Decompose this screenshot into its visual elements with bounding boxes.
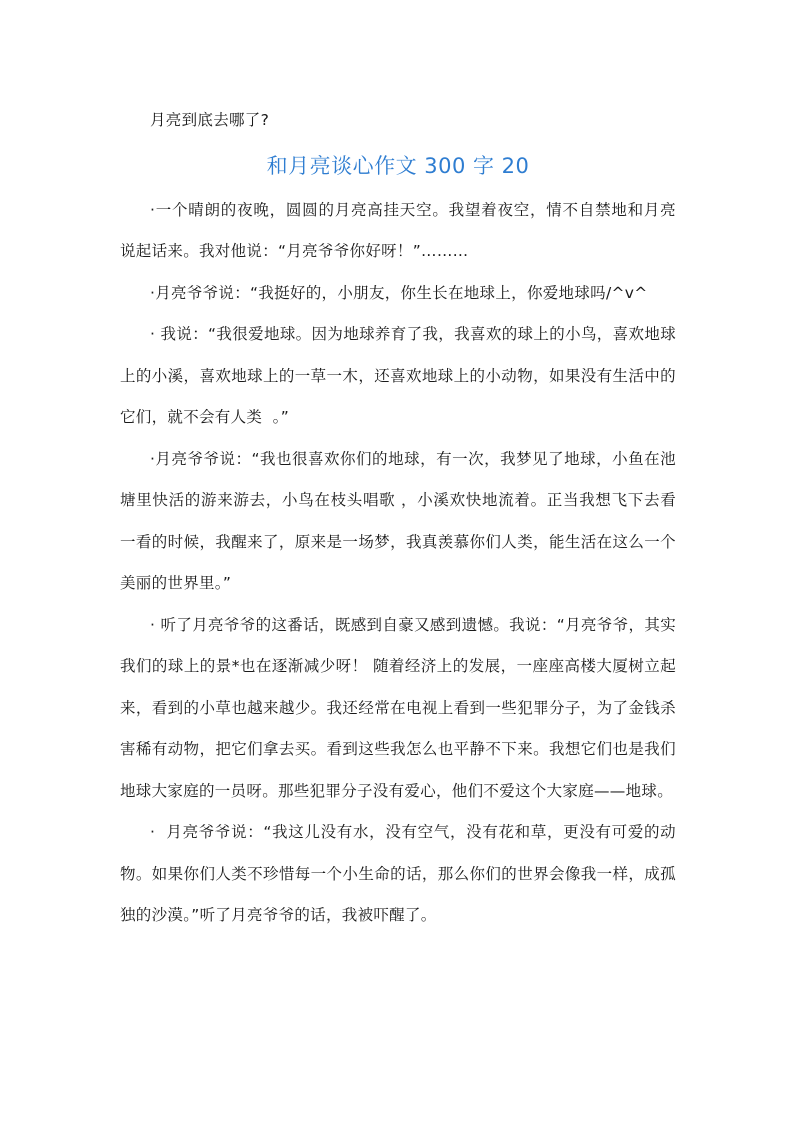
lead-line: 月亮到底去哪了? [150, 111, 270, 129]
paragraph-6: · 月亮爷爷说：“我这儿没有水，没有空气，没有花和草，更没有可爱的动物。如果你们人类不珍惜每一个小生命的话，那么你们的世界会像我一样，成孤独的沙漠。”听了月亮爷爷的话，我被吓醒了。 [120, 823, 676, 924]
paragraph-5: · 听了月亮爷爷的这番话，既感到自豪又感到遗憾。我说：“月亮爷爷，其实我们的球上的景*也在逐渐减少呀！ 随着经济上的发展，一座座高楼大厦树立起来，看到的小草也越来越少。我还经常在电视上看到一些犯罪分子，为了金钱杀害稀有动物，把它们拿去买。看到这些我怎么也平静不下来。我想它们也是我们地球大家庭的一员呀。那些犯罪分子没有爱心，他们不爱这个大家庭——地球。 [120, 615, 676, 800]
document-title: 和月亮谈心作文 300 字 20 [266, 153, 530, 178]
document-body [120, 100, 676, 937]
paragraph-2: ·月亮爷爷说：“我挺好的，小朋友，你生长在地球上，你爱地球吗/^v^ [150, 283, 648, 302]
paragraph-3: · 我说：“我很爱地球。因为地球养育了我，我喜欢的球上的小鸟，喜欢地球上的小溪，喜欢地球上的一草一木，还喜欢地球上的小动物，如果没有生活中的它们，就不会有人类 。” [120, 325, 676, 426]
paragraph-4: ·月亮爷爷说：“我也很喜欢你们的地球，有一次，我梦见了地球，小鱼在池塘里快活的游来游去，小鸟在枝头唱歌 ，小溪欢快地流着。正当我想飞下去看一看的时候，我醒来了，原来是一场梦，我真羡慕你们人类，能生活在这么一个美丽的世界里。” [120, 449, 676, 592]
paragraph-1: ·一个晴朗的夜晚，圆圆的月亮高挂天空。我望着夜空，情不自禁地和月亮说起话来。我对他说：“月亮爷爷你好呀！”……… [120, 200, 676, 260]
